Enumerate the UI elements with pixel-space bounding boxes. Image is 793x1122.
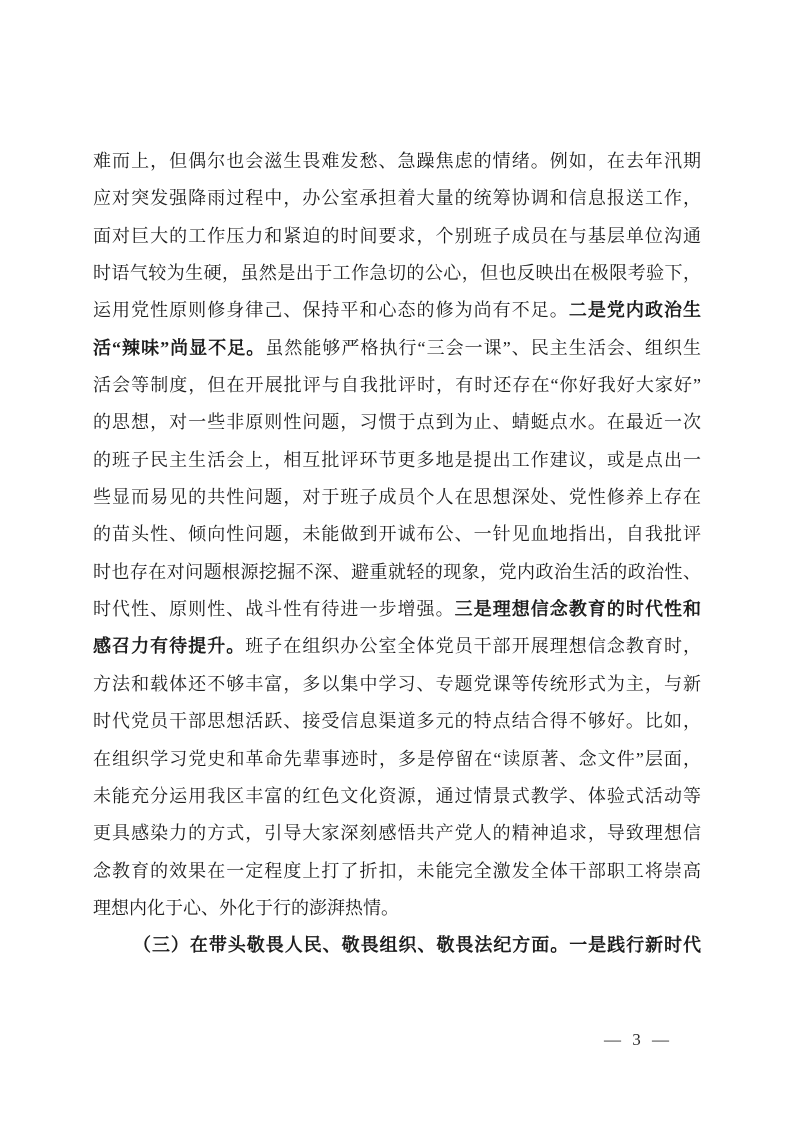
text-line [93,180,701,217]
text-line [93,516,701,553]
text-line [93,330,701,367]
text-segment: 难而上，但偶尔也会滋生畏难发愁、急躁焦虑的情绪。例如，在去年汛期 [93,151,701,171]
text-line [93,479,701,516]
bold-text-segment: 活“辣味”尚显不足。 [93,337,266,358]
bold-text-segment: 感召力有待提升。 [93,636,246,657]
text-segment: 理想内化于心、外化于行的澎湃热情。 [93,897,399,918]
text-segment: 班子在组织办公室全体党员干部开展理想信念教育时， [245,636,701,657]
text-segment: 面对巨大的工作压力和紧迫的时间要求，个别班子成员在与基层单位沟通 [93,225,701,246]
text-segment: 运用党性原则修身律己、保持平和心态的修为尚有不足。 [93,300,569,321]
text-line [93,778,701,815]
text-segment: 时代性、原则性、战斗性有待进一步增强。 [93,599,455,620]
text-line [93,666,701,703]
text-segment: 虽然能够严格执行“三会一课”、民主生活会、组织生 [265,337,701,358]
bold-text-segment: 二是党内政治生 [568,300,701,321]
text-segment: 念教育的效果在一定程度上打了折扣，未能完全激发全体干部职工将崇高 [93,860,701,881]
text-line [93,703,701,740]
text-segment: 更具感染力的方式，引导大家深刻感悟共产党人的精神追求，导致理想信 [93,823,701,844]
text-segment: 时语气较为生硬，虽然是出于工作急切的公心，但也反映出在极限考验下， [93,263,701,284]
document-body [93,143,701,965]
text-line [93,143,701,180]
text-line [93,741,701,778]
text-line [93,927,701,964]
text-line [93,853,701,890]
text-line [93,442,701,479]
text-segment: 未能充分运用我区丰富的红色文化资源，通过情景式教学、体验式活动等 [93,785,701,806]
text-segment: 的思想，对一些非原则性问题，习惯于点到为止、蜻蜓点水。在最近一次 [93,412,701,433]
text-segment: 的班子民主生活会上，相互批评环节更多地是提出工作建议，或是点出一 [93,449,701,470]
bold-text-segment: 三是理想信念教育的时代性和 [454,599,701,620]
text-segment: 些显而易见的共性问题，对于班子成员个人在思想深处、党性修养上存在 [93,487,701,508]
text-line [93,367,701,404]
page-number: — 3 — [604,1030,670,1049]
text-line [93,218,701,255]
text-line [93,815,701,852]
text-segment: 时代党员干部思想活跃、接受信息渠道多元的特点结合得不够好。比如， [93,711,701,732]
text-line [93,554,701,591]
text-line [93,255,701,292]
text-segment: 应对突发强降雨过程中，办公室承担着大量的统筹协调和信息报送工作， [93,188,701,209]
text-line [93,890,701,927]
text-line [93,628,701,665]
text-segment: 的苗头性、倾向性问题，未能做到开诚布公、一针见血地指出，自我批评 [93,524,701,545]
text-segment: 时也存在对问题根源挖掘不深、避重就轻的现象，党内政治生活的政治性、 [93,561,701,582]
text-segment: 方法和载体还不够丰富，多以集中学习、专题党课等传统形式为主，与新 [93,673,701,694]
text-line [93,591,701,628]
bold-text-segment: （三）在带头敬畏人民、敬畏组织、敬畏法纪方面。一是践行新时代 [133,935,701,956]
text-segment: 活会等制度，但在开展批评与自我批评时，有时还存在“你好我好大家好” [93,375,701,396]
text-segment: 在组织学习党史和革命先辈事迹时，多是停留在“读原著、念文件”层面， [93,748,701,769]
text-line [93,292,701,329]
text-line [93,404,701,441]
